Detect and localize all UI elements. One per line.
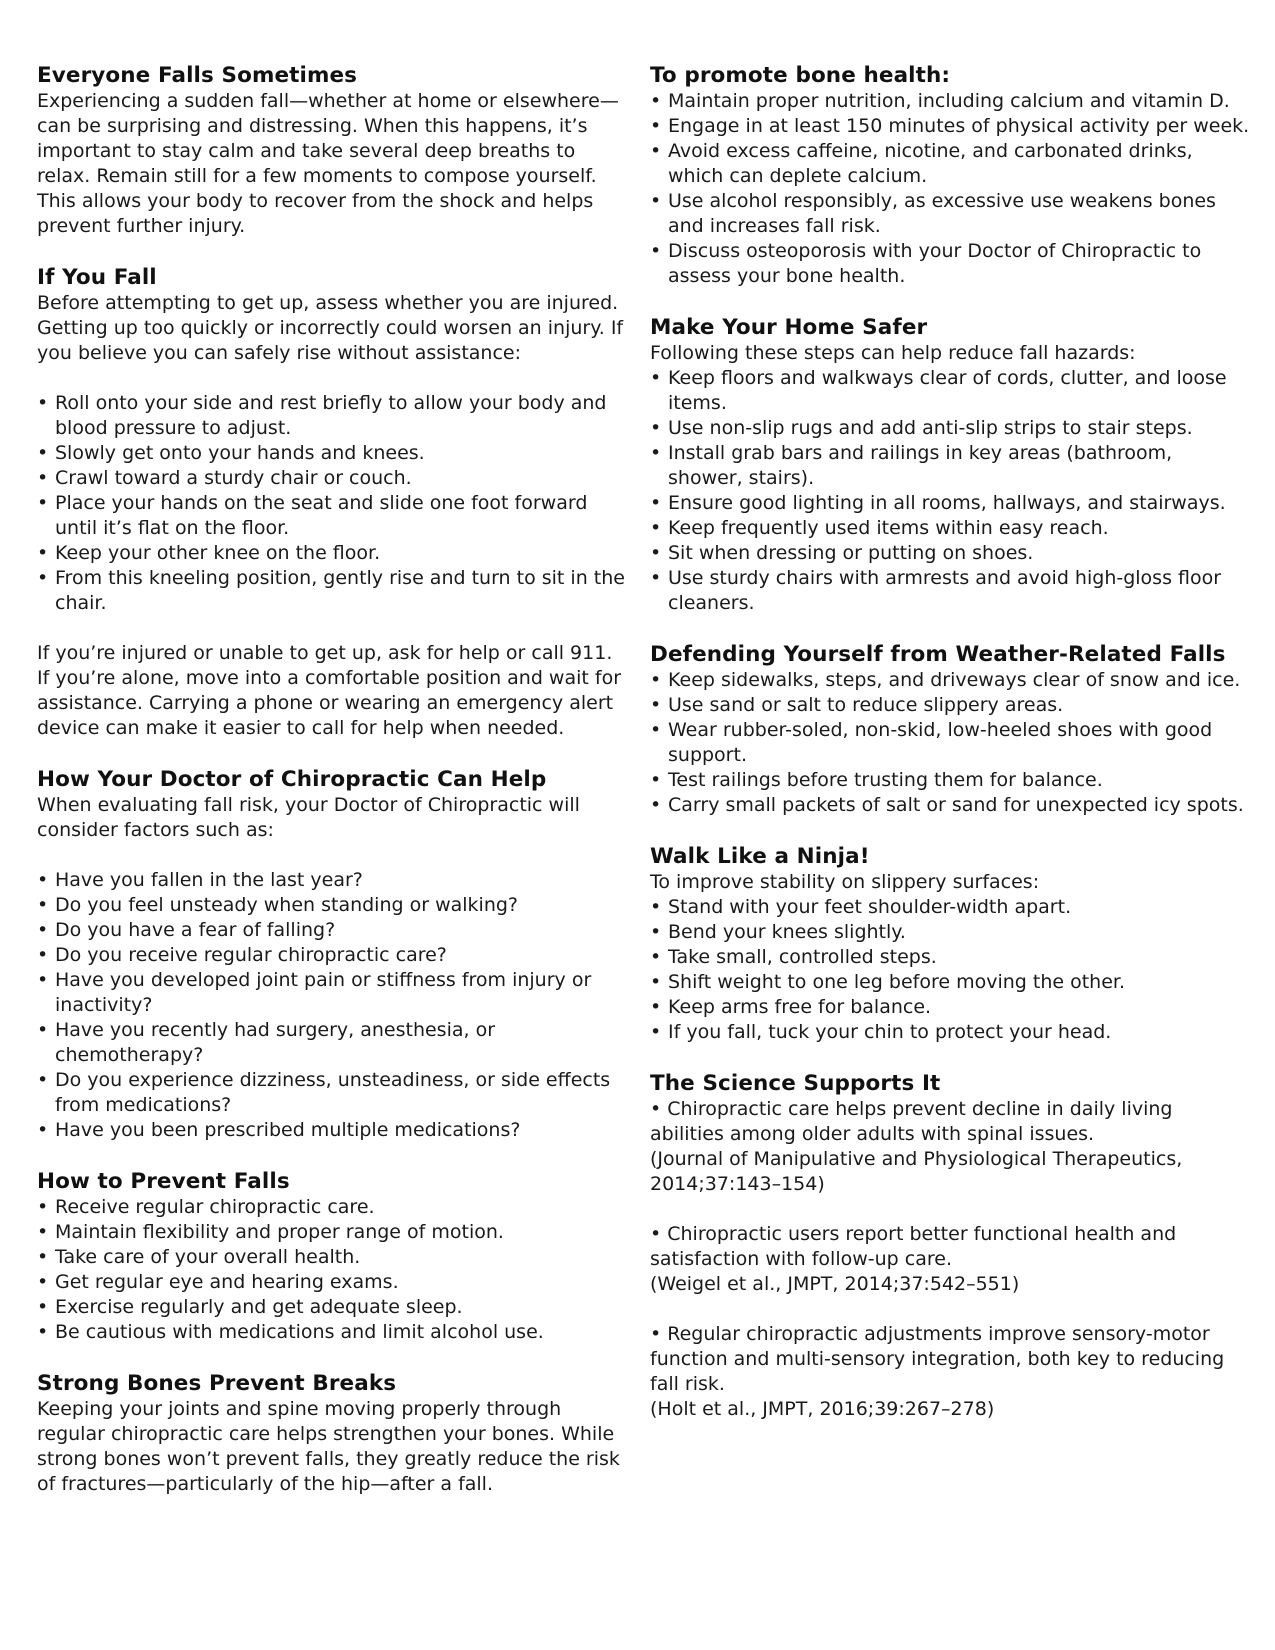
section-paragraph: If you’re injured or unable to get up, ask for help or call 911. If you’re alone, move into a comfortable position and wait for assistance. Carrying a phone or wearing an emergency alert device can make it easier to call for help when needed. [37, 642, 622, 739]
list-item: • Keep frequently used items within easy reach. [650, 516, 1250, 541]
list-item: • Test railings before trusting them for balance. [650, 768, 1250, 793]
list-item: • If you fall, tuck your chin to protect your head. [650, 1020, 1250, 1045]
section-home-safer [650, 314, 1250, 616]
section-heading: To promote bone health: [650, 63, 951, 88]
list-item: • Bend your knees slightly. [650, 920, 1250, 945]
section-doctor-help [37, 766, 627, 1143]
section-everyone-falls [37, 62, 627, 239]
section-paragraph: Keeping your joints and spine moving properly through regular chiropractic care helps strengthen your bones. While strong bones won’t prevent falls, they greatly reduce the risk of fractures—particularly of the hip—after a fall. [37, 1398, 620, 1495]
list-item: • Have you developed joint pain or stiffness from injury or inactivity? [37, 968, 627, 1018]
left-column [37, 62, 627, 1497]
bullet-list [650, 366, 1250, 616]
list-item: • From this kneeling position, gently rise and turn to sit in the chair. [37, 566, 627, 616]
section-heading: Make Your Home Safer [650, 315, 928, 340]
list-item: • Use sand or salt to reduce slippery areas. [650, 693, 1250, 718]
section-intro: To improve stability on slippery surfaces: [650, 871, 1040, 893]
study-citation: (Holt et al., JMPT, 2016;39:267–278) [650, 1398, 995, 1420]
list-item: • Have you been prescribed multiple medications? [37, 1118, 627, 1143]
section-bone-health [650, 62, 1250, 289]
list-item: • Use alcohol responsibly, as excessive use weakens bones and increases fall risk. [650, 189, 1250, 239]
list-item: • Have you fallen in the last year? [37, 868, 627, 893]
list-item: • Stand with your feet shoulder-width apart. [650, 895, 1250, 920]
list-item: • Get regular eye and hearing exams. [37, 1270, 627, 1295]
bullet-list [650, 668, 1250, 818]
study-text: • Chiropractic care helps prevent decline in daily living abilities among older adults with spinal issues. [650, 1097, 1250, 1147]
study-text: • Regular chiropractic adjustments improve sensory-motor function and multi-sensory integration, both key to reducing fall risk. [650, 1322, 1250, 1397]
section-heading: If You Fall [37, 265, 157, 290]
study-text: • Chiropractic users report better functional health and satisfaction with follow-up care. [650, 1222, 1250, 1272]
list-item: • Ensure good lighting in all rooms, hallways, and stairways. [650, 491, 1250, 516]
right-column [650, 62, 1250, 1422]
section-intro: Following these steps can help reduce fall hazards: [650, 342, 1136, 364]
list-item: • Do you feel unsteady when standing or walking? [37, 893, 627, 918]
study-entry [650, 1097, 1250, 1197]
list-item: • Use sturdy chairs with armrests and avoid high-gloss floor cleaners. [650, 566, 1250, 616]
list-item: • Install grab bars and railings in key areas (bathroom, shower, stairs). [650, 441, 1250, 491]
list-item: • Engage in at least 150 minutes of physical activity per week. [650, 114, 1250, 139]
section-science [650, 1070, 1250, 1422]
bullet-list [650, 89, 1250, 289]
section-paragraph: Experiencing a sudden fall—whether at home or elsewhere—can be surprising and distressing. When this happens, it’s important to stay calm and take several deep breaths to relax. Remain still for a few moments to compose yourself. This allows your body to recover from the shock and helps prevent further injury. [37, 90, 619, 237]
section-heading: Walk Like a Ninja! [650, 844, 870, 869]
list-item: • Take care of your overall health. [37, 1245, 627, 1270]
list-item: • Wear rubber-soled, non-skid, low-heeled shoes with good support. [650, 718, 1250, 768]
list-item: • Take small, controlled steps. [650, 945, 1250, 970]
section-heading: How to Prevent Falls [37, 1169, 290, 1194]
section-intro: When evaluating fall risk, your Doctor of Chiropractic will consider factors such as: [37, 794, 580, 841]
study-citation: (Weigel et al., JMPT, 2014;37:542–551) [650, 1273, 1020, 1295]
bullet-list [37, 391, 627, 616]
section-strong-bones [37, 1370, 627, 1497]
list-item: • Slowly get onto your hands and knees. [37, 441, 627, 466]
list-item: • Exercise regularly and get adequate sleep. [37, 1295, 627, 1320]
list-item: • Maintain proper nutrition, including calcium and vitamin D. [650, 89, 1250, 114]
study-citation: (Journal of Manipulative and Physiological Therapeutics, 2014;37:143–154) [650, 1148, 1183, 1195]
section-intro: Before attempting to get up, assess whether you are injured. Getting up too quickly or incorrectly could worsen an injury. If you believe you can safely rise without assistance: [37, 292, 624, 364]
list-item: • Keep arms free for balance. [650, 995, 1250, 1020]
list-item: • Carry small packets of salt or sand for unexpected icy spots. [650, 793, 1250, 818]
list-item: • Maintain flexibility and proper range of motion. [37, 1220, 627, 1245]
list-item: • Keep sidewalks, steps, and driveways clear of snow and ice. [650, 668, 1250, 693]
study-entry [650, 1222, 1250, 1297]
study-entry [650, 1322, 1250, 1422]
list-item: • Place your hands on the seat and slide one foot forward until it’s flat on the floor. [37, 491, 627, 541]
section-if-you-fall [37, 264, 627, 741]
section-heading: Strong Bones Prevent Breaks [37, 1371, 397, 1396]
section-weather-falls [650, 641, 1250, 818]
bullet-list [650, 895, 1250, 1045]
list-item: • Crawl toward a sturdy chair or couch. [37, 466, 627, 491]
section-heading: The Science Supports It [650, 1071, 941, 1096]
list-item: • Roll onto your side and rest briefly to allow your body and blood pressure to adjust. [37, 391, 627, 441]
list-item: • Have you recently had surgery, anesthesia, or chemotherapy? [37, 1018, 627, 1068]
list-item: • Do you receive regular chiropractic care? [37, 943, 627, 968]
list-item: • Keep your other knee on the floor. [37, 541, 627, 566]
list-item: • Use non-slip rugs and add anti-slip strips to stair steps. [650, 416, 1250, 441]
list-item: • Avoid excess caffeine, nicotine, and carbonated drinks, which can deplete calcium. [650, 139, 1250, 189]
bullet-list [37, 1195, 627, 1345]
list-item: • Do you experience dizziness, unsteadiness, or side effects from medications? [37, 1068, 627, 1118]
section-prevent-falls [37, 1168, 627, 1345]
section-walk-like-ninja [650, 843, 1250, 1045]
list-item: • Sit when dressing or putting on shoes. [650, 541, 1250, 566]
section-heading: How Your Doctor of Chiropractic Can Help [37, 767, 547, 792]
list-item: • Do you have a fear of falling? [37, 918, 627, 943]
list-item: • Shift weight to one leg before moving the other. [650, 970, 1250, 995]
section-heading: Everyone Falls Sometimes [37, 63, 358, 88]
list-item: • Keep floors and walkways clear of cords, clutter, and loose items. [650, 366, 1250, 416]
bullet-list [37, 868, 627, 1143]
section-heading: Defending Yourself from Weather-Related Falls [650, 642, 1226, 667]
list-item: • Be cautious with medications and limit alcohol use. [37, 1320, 627, 1345]
list-item: • Receive regular chiropractic care. [37, 1195, 627, 1220]
list-item: • Discuss osteoporosis with your Doctor of Chiropractic to assess your bone health. [650, 239, 1250, 289]
